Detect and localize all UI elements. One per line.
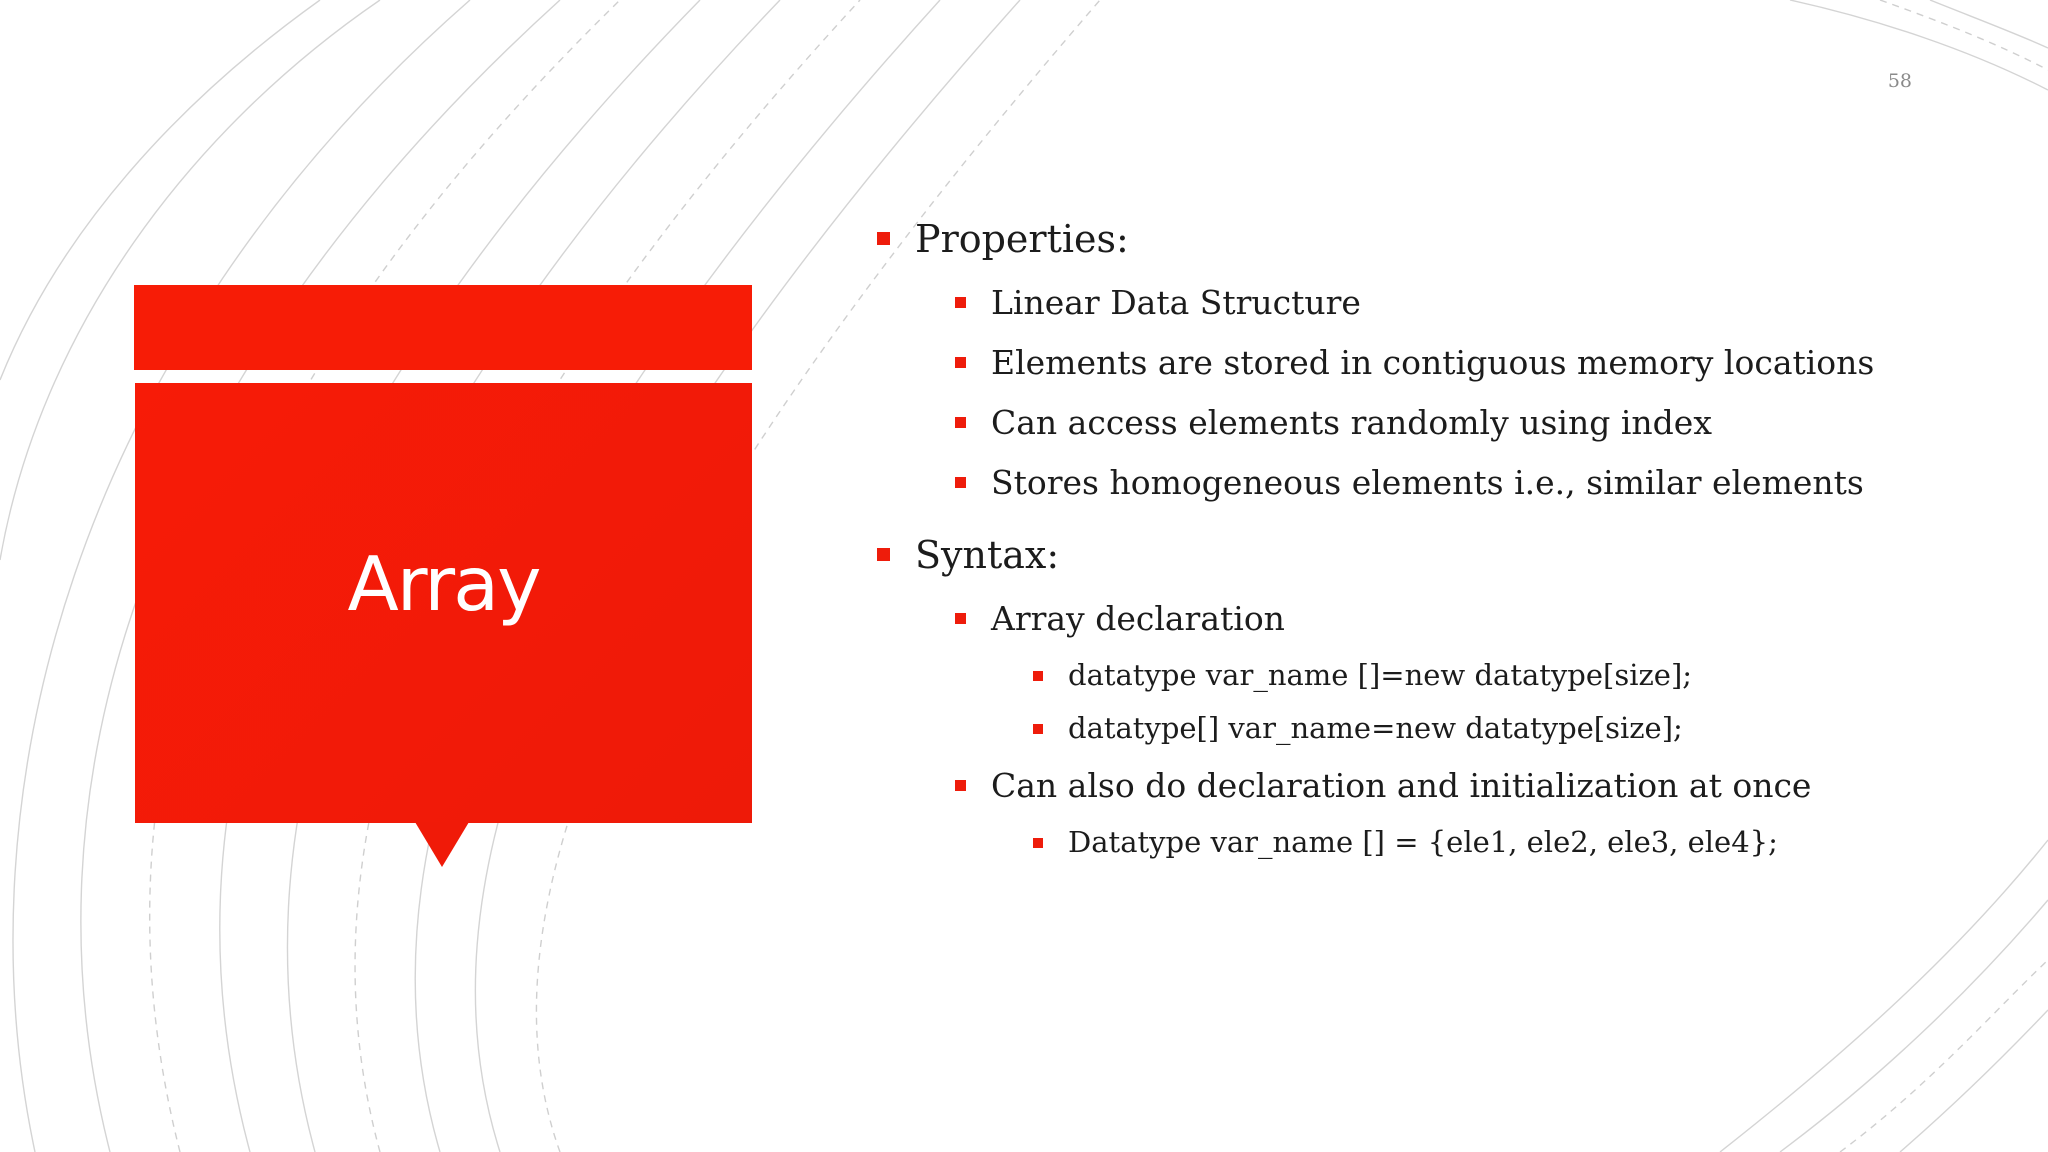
bullet-marker [955,613,966,624]
bullet-marker [1033,838,1043,848]
bullet-marker [877,548,890,561]
property-text: Linear Data Structure [991,283,1361,322]
bullet-marker [877,232,890,245]
bullet-syntax-item [991,599,1285,638]
bullet-code-example [1068,825,1778,859]
bullet-marker [955,417,966,428]
bullet-marker [955,357,966,368]
bullet-property [991,283,1361,322]
title-panel-pointer [415,822,469,867]
initialization-label: Can also do declaration and initialization at once [991,766,1812,805]
initialization-example: Datatype var_name [] = {ele1, ele2, ele3, ele4}; [1068,825,1778,859]
syntax-heading: Syntax: [915,533,1060,577]
bullet-marker [955,780,966,791]
bullet-marker [1033,724,1043,734]
bullet-marker [955,477,966,488]
page-number: 58 [1887,70,1912,92]
bullet-property [991,343,1875,382]
bullet-property [991,463,1864,502]
declaration-example: datatype var_name []=new datatype[size]; [1068,658,1693,692]
property-text: Elements are stored in contiguous memory locations [991,343,1875,382]
property-text: Can access elements randomly using index [991,403,1712,442]
bullet-code-example [1068,658,1693,692]
slide-title: Array [347,540,540,628]
bullet-marker [955,297,966,308]
property-text: Stores homogeneous elements i.e., similar elements [991,463,1864,502]
properties-heading: Properties: [915,217,1129,261]
bullet-syntax-item [991,766,1812,805]
title-accent-bar [134,285,752,370]
declaration-label: Array declaration [991,599,1285,638]
declaration-example: datatype[] var_name=new datatype[size]; [1068,711,1683,745]
bullet-marker [1033,671,1043,681]
bullet-code-example [1068,711,1683,745]
bullet-syntax-heading [915,533,1060,577]
bullet-properties-heading [915,217,1129,261]
bullet-property [991,403,1712,442]
